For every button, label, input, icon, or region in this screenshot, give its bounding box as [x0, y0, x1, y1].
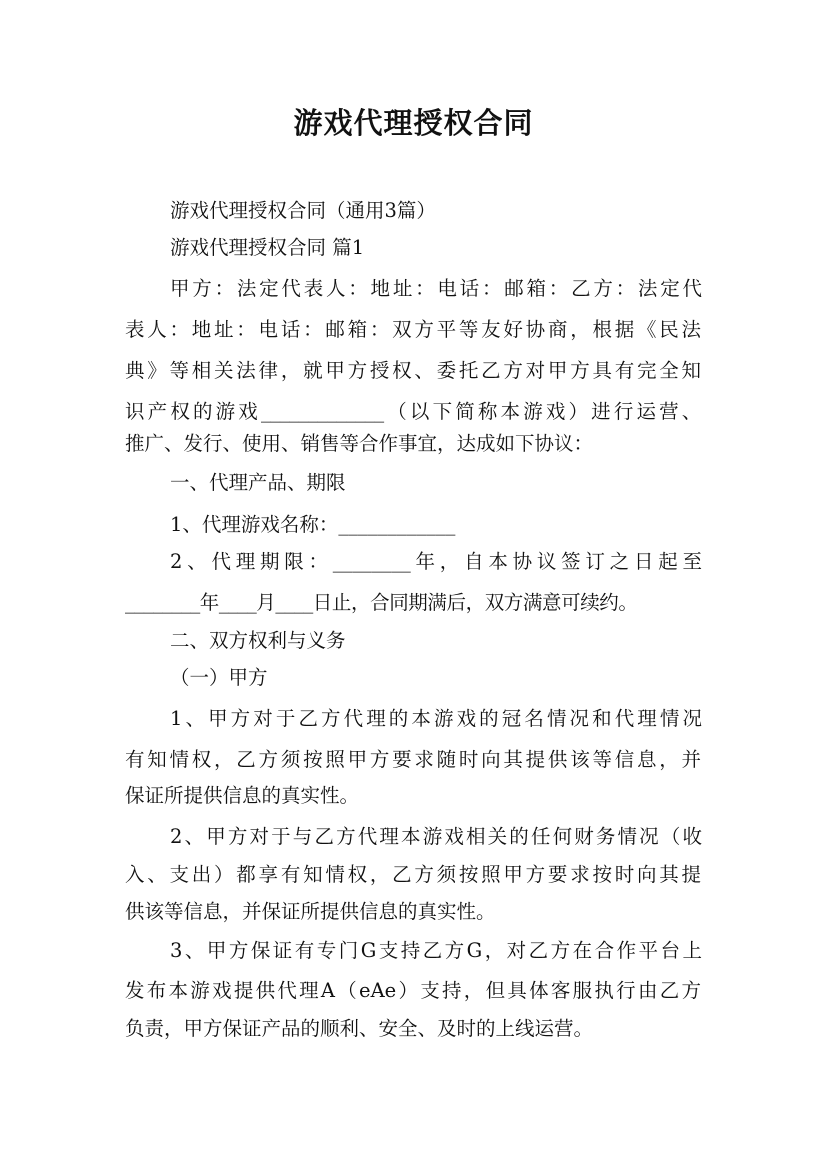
- paragraph-line: 2、甲方对于与乙方代理本游戏相关的任何财务情况（收: [170, 825, 702, 848]
- paragraph-line: 游戏代理授权合同 篇1: [170, 236, 365, 259]
- paragraph-line: 典》等相关法律，就甲方授权、委托乙方对甲方具有完全知: [125, 359, 701, 382]
- paragraph-line: 游戏代理授权合同（通用3篇）: [170, 199, 436, 222]
- subsection-heading: （一）甲方: [170, 666, 268, 689]
- paragraph-line: 负责，甲方保证产品的顺利、安全、及时的上线运营。: [125, 1017, 594, 1040]
- paragraph-line: 供该等信息，并保证所提供信息的真实性。: [125, 900, 496, 923]
- section-heading: 二、双方权利与义务: [170, 629, 346, 652]
- paragraph-line: ________年____月____日止，合同期满后，双方满意可续约。: [125, 591, 638, 614]
- paragraph-line: 发布本游戏提供代理A（eAe）支持，但具体客服执行由乙方: [125, 979, 701, 1002]
- paragraph-line: 1、甲方对于乙方代理的本游戏的冠名情况和代理情况: [170, 707, 702, 730]
- paragraph-line: 有知情权，乙方须按照甲方要求随时向其提供该等信息，并: [125, 748, 701, 771]
- paragraph-line: 2、代理期限：________年，自本协议签订之日起至: [170, 550, 702, 573]
- paragraph-line: 1、代理游戏名称：____________: [170, 513, 456, 536]
- paragraph-line: 入、支出）都享有知情权，乙方须按照甲方要求按时向其提: [125, 863, 701, 886]
- paragraph-line: 推广、发行、使用、销售等合作事宜，达成如下协议：: [125, 432, 594, 455]
- document-title: 游戏代理授权合同: [293, 106, 534, 140]
- paragraph-line: 保证所提供信息的真实性。: [125, 784, 360, 807]
- section-heading: 一、代理产品、期限: [170, 471, 346, 494]
- paragraph-line: 识产权的游戏_____________（以下简称本游戏）进行运营、: [125, 400, 701, 423]
- paragraph-line: 3、甲方保证有专门G支持乙方G，对乙方在合作平台上: [170, 939, 702, 962]
- paragraph-line: 甲方：法定代表人：地址：电话：邮箱：乙方：法定代: [170, 277, 702, 300]
- paragraph-line: 表人：地址：电话：邮箱：双方平等友好协商，根据《民法: [125, 318, 701, 341]
